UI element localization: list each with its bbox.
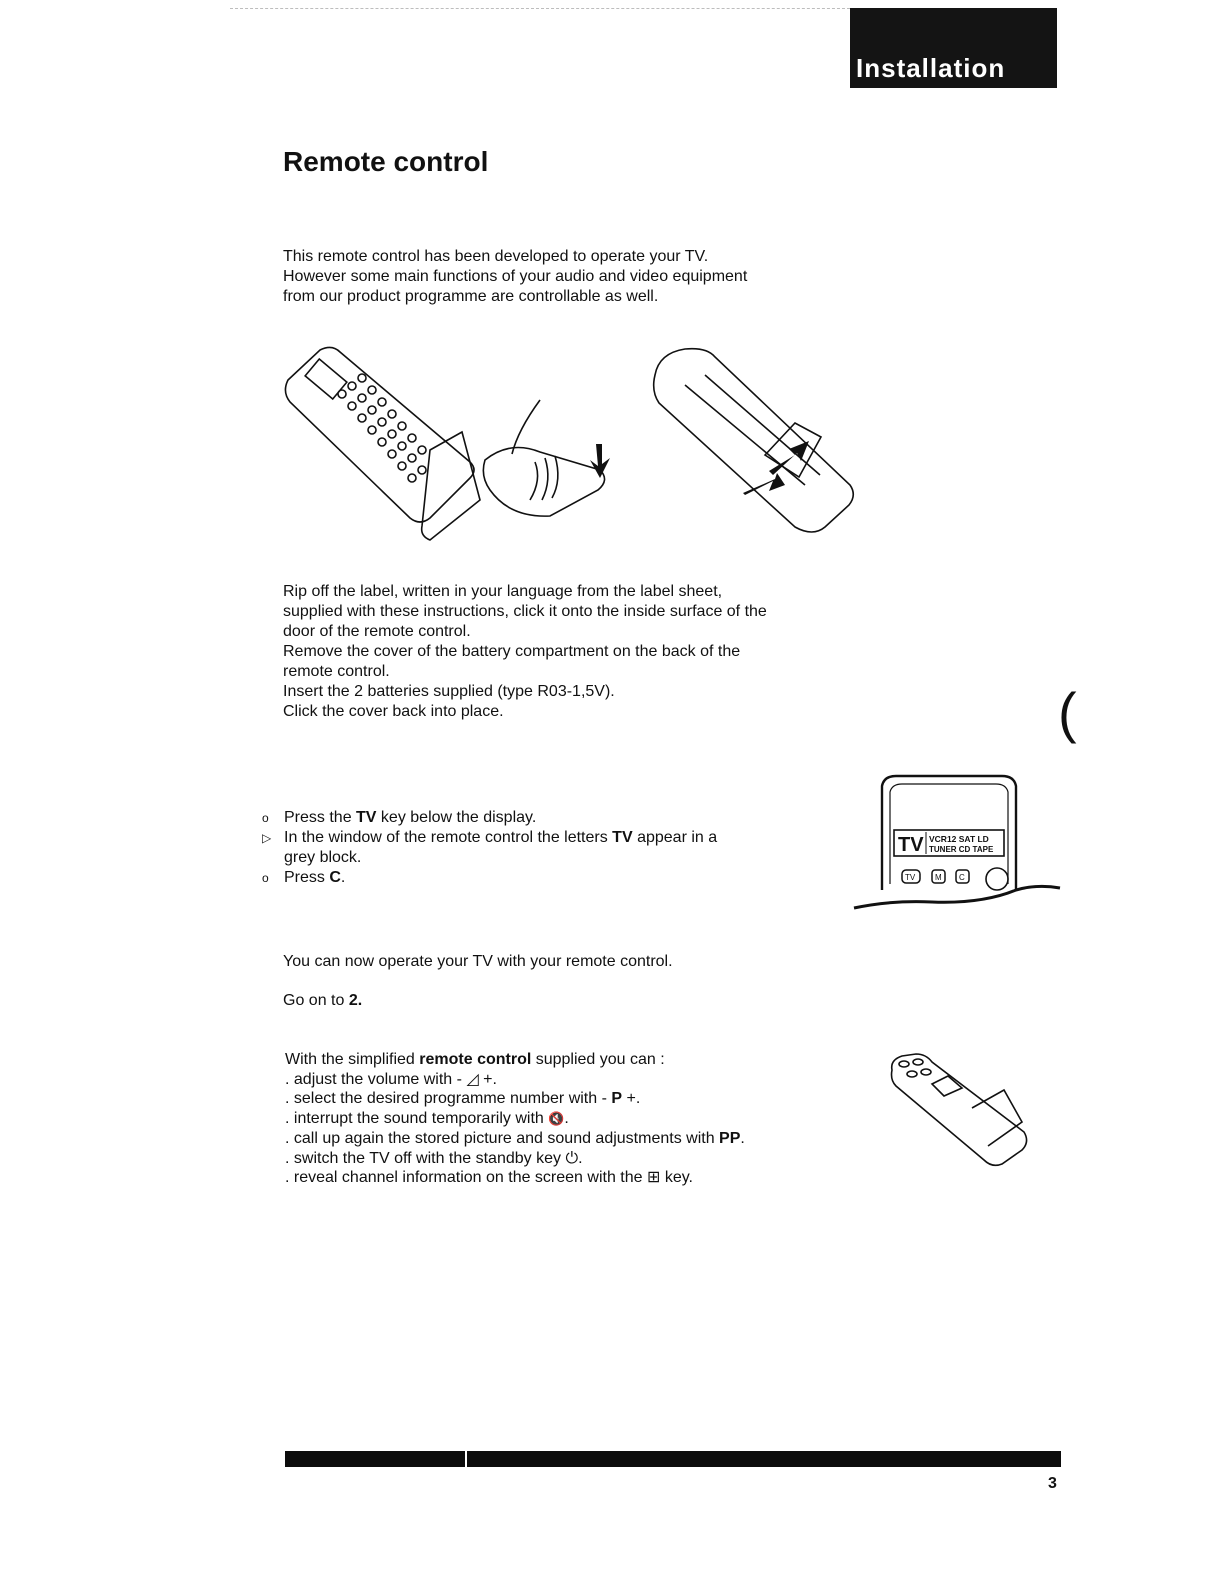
instruction-line: Remove the cover of the battery compartment on the back of the (283, 643, 741, 660)
bottom-bar (285, 1451, 1061, 1467)
steps-list (262, 808, 717, 888)
step-item: o Press the TV key below the display. (262, 809, 537, 826)
info-key-icon: ⊞ (646, 1169, 661, 1187)
c-key: C (959, 873, 965, 882)
top-rule (230, 8, 850, 9)
label-curves (530, 456, 558, 500)
remote-buttons (338, 374, 426, 482)
margin-bracket-mark: ( (1058, 681, 1077, 744)
instruction-line: Rip off the label, written in your language from the label sheet, (283, 583, 723, 600)
intro-paragraph (283, 247, 747, 307)
intro-line: This remote control has been developed to operate your TV. (283, 248, 709, 265)
remote-display (305, 359, 347, 399)
feature-info: . reveal channel information on the screen with the ⊞ key. (285, 1169, 693, 1187)
section-tab-installation: Installation (850, 8, 1057, 88)
m-key: M (935, 873, 942, 882)
step-marker: o (262, 871, 269, 885)
remote-display-illustration (852, 772, 1064, 914)
volume-icon: ◿ (466, 1070, 479, 1088)
feature-volume: . adjust the volume with - ◿ +. (285, 1070, 497, 1088)
features-list (285, 1050, 745, 1188)
intro-line: from our product programme are controllable as well. (283, 288, 659, 305)
display-tv-text: TV (898, 834, 924, 856)
label-sheet-line (512, 400, 540, 454)
instruction-line: Click the cover back into place. (283, 703, 504, 720)
display-sources-row2: TUNER CD TAPE (929, 845, 994, 854)
mute-icon: 🔇 (548, 1111, 565, 1127)
instruction-line: supplied with these instructions, click it onto the inside surface of the (283, 603, 767, 620)
intro-line: However some main functions of your audio and video equipment (283, 268, 748, 285)
remote-body (285, 347, 474, 522)
standby-icon: ⏻ (565, 1149, 579, 1167)
remote-door-illustration (280, 340, 620, 550)
result-text: You can now operate your TV with your remote control. (283, 953, 673, 970)
go-on-text: Go on to 2. (283, 992, 363, 1009)
step-item: o Press C. (262, 869, 346, 886)
step-marker: o (262, 811, 269, 825)
step-marker: ▷ (262, 831, 272, 845)
down-arrow-icon (590, 444, 610, 478)
step-item: ▷ In the window of the remote control the letters TV appear in a grey block. (262, 829, 718, 866)
arrow-icon (743, 473, 785, 495)
instruction-line: remote control. (283, 663, 390, 680)
instruction-line: door of the remote control. (283, 623, 471, 640)
feature-mute: . interrupt the sound temporarily with 🔇. (285, 1110, 569, 1128)
features-intro: With the simplified remote control supplied you can : (285, 1051, 665, 1068)
instruction-line: Insert the 2 batteries supplied (type R03-1,5V). (283, 683, 615, 700)
page-title: Remote control (283, 146, 489, 177)
feature-programme: . select the desired programme number with - P +. (285, 1090, 641, 1108)
display-sources-row1: VCR12 SAT LD (929, 834, 989, 844)
simplified-remote-illustration (886, 1050, 1034, 1168)
remote-door-piece (483, 448, 604, 517)
feature-standby: . switch the TV off with the standby key ⏻. (285, 1149, 583, 1167)
remote-open-door (422, 432, 480, 540)
battery-compartment-illustration (645, 345, 870, 540)
feature-recall: . call up again the stored picture and sound adjustments with PP. (285, 1129, 745, 1147)
battery-instructions (283, 582, 767, 722)
tv-key: TV (905, 873, 916, 882)
page-number: 3 (1048, 1475, 1057, 1492)
remote-back-body (654, 349, 854, 532)
